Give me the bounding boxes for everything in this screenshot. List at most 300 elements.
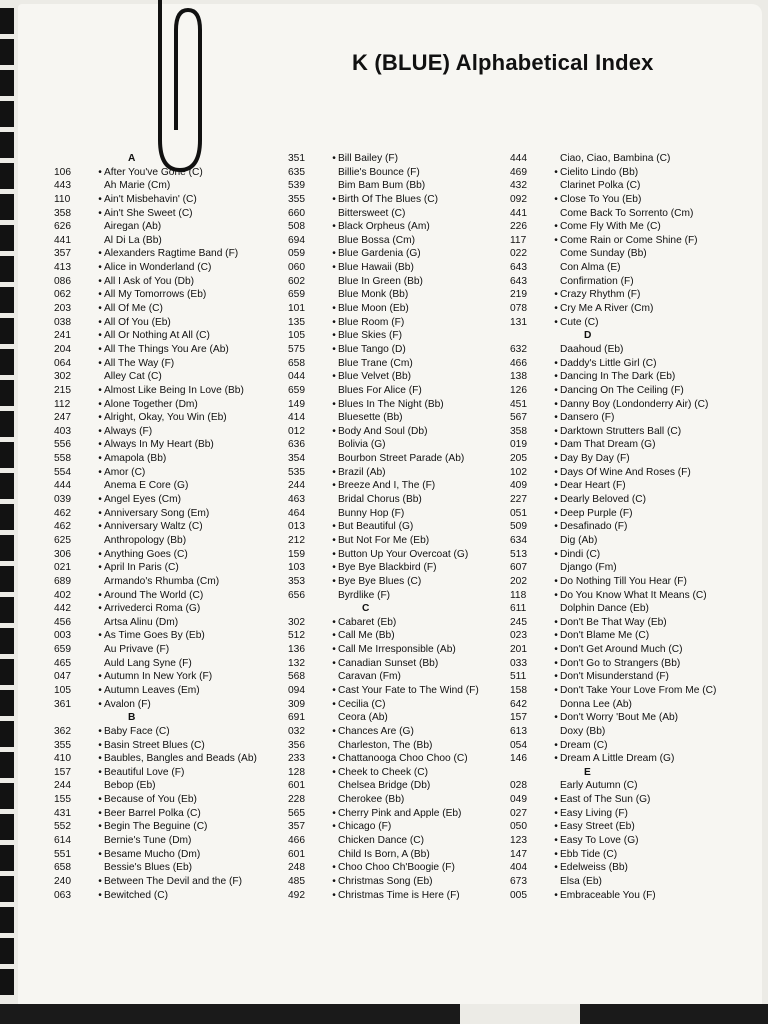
page-number: 659 (288, 384, 305, 396)
bullet-spacer (96, 861, 104, 875)
bullet-spacer (96, 234, 104, 248)
binding-ring (0, 8, 14, 34)
song-title: Basin Street Blues (C) (104, 739, 205, 751)
page-number: 032 (288, 725, 305, 737)
index-entry (54, 411, 257, 425)
bullet-icon: • (98, 398, 102, 410)
bullet-icon: • (98, 698, 102, 710)
index-entry (510, 807, 716, 821)
page-number: 059 (288, 248, 305, 260)
bullet-icon: • (554, 739, 558, 751)
song-title: Con Alma (E) (560, 262, 621, 274)
bullet-spacer (330, 275, 338, 289)
binding-ring (0, 628, 14, 654)
index-entry (54, 875, 257, 889)
page-number: 201 (510, 644, 527, 656)
index-entry (54, 752, 257, 766)
index-entry (510, 493, 716, 507)
page-number: 123 (510, 835, 527, 847)
index-entry (54, 357, 257, 371)
song-title: Blue Bossa (Cm) (338, 234, 415, 246)
page-number: 063 (54, 889, 71, 901)
song-title: Blue Room (F) (338, 316, 405, 328)
bullet-spacer (552, 179, 560, 193)
song-title: All Or Nothing At All (C) (104, 330, 210, 342)
bullet-icon: • (98, 507, 102, 519)
song-title: Ain't She Sweet (C) (104, 207, 193, 219)
song-title: Blue Skies (F) (338, 330, 402, 342)
index-entry (510, 657, 716, 671)
bullet-icon: • (98, 425, 102, 437)
index-entry (54, 166, 257, 180)
page-number: 568 (288, 671, 305, 683)
bullet-spacer (552, 275, 560, 289)
binding-ring (0, 256, 14, 282)
song-title: Daahoud (Eb) (560, 343, 624, 355)
bullet-spacer (330, 438, 338, 452)
bullet-icon: • (332, 425, 336, 437)
bullet-icon: • (554, 616, 558, 628)
bullet-spacer (330, 357, 338, 371)
binding-ring (0, 70, 14, 96)
index-entry (288, 561, 479, 575)
bullet-icon: • (332, 766, 336, 778)
binding-ring (0, 504, 14, 530)
bullet-icon: • (332, 630, 336, 642)
index-entry (510, 220, 716, 234)
index-entry (510, 589, 716, 603)
bullet-spacer (552, 725, 560, 739)
page-number: 103 (288, 562, 305, 574)
page-number: 462 (54, 521, 71, 533)
binding-ring (0, 349, 14, 375)
page-number: 659 (288, 289, 305, 301)
index-entry (54, 275, 257, 289)
bullet-icon: • (98, 357, 102, 369)
bullet-icon: • (554, 521, 558, 533)
index-entry (288, 834, 479, 848)
page-number: 492 (288, 889, 305, 901)
index-entry (510, 684, 716, 698)
song-title: Blue Moon (Eb) (338, 303, 409, 315)
bullet-icon: • (554, 712, 558, 724)
page-number: 643 (510, 275, 527, 287)
song-title: Alone Together (Dm) (104, 398, 198, 410)
page-number: 005 (510, 889, 527, 901)
page-number: 118 (510, 589, 527, 601)
bullet-icon: • (98, 166, 102, 178)
bullet-icon: • (98, 821, 102, 833)
page-number: 003 (54, 630, 71, 642)
page-number: 626 (54, 221, 71, 233)
page-number: 635 (288, 166, 305, 178)
song-title: Early Autumn (C) (560, 780, 638, 792)
song-title: Charleston, The (Bb) (338, 739, 433, 751)
song-title: Between The Devil and the (F) (104, 875, 242, 887)
bullet-spacer (330, 384, 338, 398)
index-entry (510, 234, 716, 248)
bullet-spacer (330, 493, 338, 507)
index-entry (288, 438, 479, 452)
page-number: 105 (54, 684, 71, 696)
bullet-icon: • (554, 453, 558, 465)
section-letter-label: E (584, 766, 591, 778)
bullet-spacer (552, 207, 560, 221)
bullet-spacer (330, 670, 338, 684)
bullet-icon: • (554, 289, 558, 301)
song-title: Alexanders Ragtime Band (F) (104, 248, 239, 260)
page-number: 244 (54, 780, 71, 792)
bullet-icon: • (98, 848, 102, 860)
song-title: Doxy (Bb) (560, 725, 606, 737)
page-number: 694 (288, 234, 305, 246)
index-entry (288, 357, 479, 371)
page-number: 456 (54, 616, 71, 628)
page-number: 021 (54, 562, 71, 574)
index-entry (510, 398, 716, 412)
song-title: Close To You (Eb) (560, 193, 642, 205)
song-title: Don't Take Your Love From Me (C) (560, 684, 717, 696)
bullet-icon: • (332, 889, 336, 901)
bullet-spacer (96, 370, 104, 384)
index-entry (54, 534, 257, 548)
index-entry (54, 684, 257, 698)
page-number: 158 (510, 684, 527, 696)
index-entry (288, 343, 479, 357)
page-number: 402 (54, 589, 71, 601)
song-title: All The Things You Are (Ab) (104, 343, 229, 355)
index-entry (54, 548, 257, 562)
song-title: Desafinado (F) (560, 521, 628, 533)
song-title: Bewitched (C) (104, 889, 168, 901)
index-entry (288, 452, 479, 466)
song-title: Blue In Green (Bb) (338, 275, 423, 287)
binding-ring (0, 380, 14, 406)
song-title: Amor (C) (104, 466, 146, 478)
bullet-icon: • (332, 221, 336, 233)
page-number: 607 (510, 562, 527, 574)
page-number: 112 (54, 398, 71, 410)
bullet-icon: • (98, 262, 102, 274)
index-entry (510, 575, 716, 589)
bullet-icon: • (332, 521, 336, 533)
bullet-icon: • (98, 630, 102, 642)
index-entry (288, 725, 479, 739)
bullet-icon: • (554, 807, 558, 819)
index-entry (510, 438, 716, 452)
page-number: 355 (288, 193, 305, 205)
page-number: 132 (288, 657, 305, 669)
bullet-icon: • (554, 398, 558, 410)
bullet-icon: • (554, 753, 558, 765)
song-title: Cheek to Cheek (C) (338, 766, 429, 778)
song-title: Cielito Lindo (Bb) (560, 166, 639, 178)
bullet-icon: • (332, 698, 336, 710)
page-number: 444 (510, 153, 527, 164)
index-entry (510, 507, 716, 521)
bullet-icon: • (98, 807, 102, 819)
page-number: 656 (288, 589, 305, 601)
bullet-icon: • (98, 889, 102, 901)
song-title: Amapola (Bb) (104, 453, 167, 465)
song-title: Brazil (Ab) (338, 466, 386, 478)
song-title: Bye Bye Blackbird (F) (338, 562, 437, 574)
song-title: Bourbon Street Parade (Ab) (338, 453, 465, 465)
song-title: Bolivia (G) (338, 439, 386, 451)
song-title: Clarinet Polka (C) (560, 180, 641, 192)
index-entry (288, 861, 479, 875)
song-title: Always (F) (104, 425, 153, 437)
page-number: 233 (288, 753, 305, 765)
bullet-spacer (552, 602, 560, 616)
binding-ring (0, 194, 14, 220)
song-title: Christmas Time is Here (F) (338, 889, 460, 901)
song-title: All Of You (Eb) (104, 316, 171, 328)
index-entry (54, 179, 257, 193)
bullet-spacer (330, 179, 338, 193)
index-entry (510, 479, 716, 493)
song-title: Ah Marie (Cm) (104, 180, 171, 192)
bullet-icon: • (98, 603, 102, 615)
bullet-icon: • (554, 480, 558, 492)
page-number: 155 (54, 794, 71, 806)
bullet-icon: • (332, 193, 336, 205)
song-title: Always In My Heart (Bb) (104, 439, 214, 451)
index-entry (510, 643, 716, 657)
index-entry (510, 179, 716, 193)
index-entry (54, 384, 257, 398)
song-title: Chicken Dance (C) (338, 835, 425, 847)
bullet-icon: • (332, 343, 336, 355)
bullet-icon: • (98, 275, 102, 287)
index-entry (510, 288, 716, 302)
bullet-spacer (330, 848, 338, 862)
binding-ring (0, 690, 14, 716)
page-number: 358 (510, 425, 527, 437)
song-title: Dansero (F) (560, 412, 615, 424)
song-title: Don't Misunderstand (F) (560, 671, 669, 683)
bullet-icon: • (554, 371, 558, 383)
index-entry (54, 507, 257, 521)
index-entry (54, 466, 257, 480)
binding-ring (0, 163, 14, 189)
bullet-icon: • (554, 166, 558, 178)
page-number: 110 (54, 193, 71, 205)
song-title: Ebb Tide (C) (560, 848, 618, 860)
section-letter (510, 766, 716, 780)
song-title: Chattanooga Choo Choo (C) (338, 753, 468, 765)
bullet-icon: • (98, 753, 102, 765)
index-entry (288, 657, 479, 671)
song-title: Child Is Born, A (Bb) (338, 848, 430, 860)
bullet-spacer (330, 779, 338, 793)
song-title: Bim Bam Bum (Bb) (338, 180, 426, 192)
song-title: Embraceable You (F) (560, 889, 656, 901)
index-entry (288, 520, 479, 534)
page-number: 202 (510, 575, 527, 587)
index-entry (54, 479, 257, 493)
song-title: Blues For Alice (F) (338, 384, 422, 396)
binding-ring (0, 442, 14, 468)
song-title: Canadian Sunset (Bb) (338, 657, 439, 669)
index-entry (54, 452, 257, 466)
index-entry (510, 343, 716, 357)
binding-ring (0, 535, 14, 561)
bullet-icon: • (98, 193, 102, 205)
index-entry (510, 820, 716, 834)
song-title: Do Nothing Till You Hear (F) (560, 575, 687, 587)
binding-ring (0, 752, 14, 778)
song-title: Baubles, Bangles and Beads (Ab) (104, 753, 257, 765)
song-title: Come Fly With Me (C) (560, 221, 661, 233)
song-title: Anniversary Song (Em) (104, 507, 210, 519)
song-title: Beer Barrel Polka (C) (104, 807, 201, 819)
bullet-icon: • (554, 425, 558, 437)
bullet-icon: • (98, 794, 102, 806)
binding-ring (0, 597, 14, 623)
index-entry (288, 807, 479, 821)
page-number: 149 (288, 398, 305, 410)
bullet-icon: • (332, 644, 336, 656)
index-entry (288, 275, 479, 289)
index-entry (288, 670, 479, 684)
bullet-icon: • (332, 371, 336, 383)
bullet-icon: • (98, 412, 102, 424)
index-entry (288, 793, 479, 807)
song-title: Darktown Strutters Ball (C) (560, 425, 682, 437)
song-title: Choo Choo Ch'Boogie (F) (338, 862, 455, 874)
song-title: Crazy Rhythm (F) (560, 289, 641, 301)
index-entry (54, 629, 257, 643)
page-number: 463 (288, 494, 305, 506)
song-title: Chicago (F) (338, 821, 392, 833)
binding-ring (0, 969, 14, 995)
page-number: 601 (288, 780, 305, 792)
bullet-icon: • (98, 439, 102, 451)
page-number: 441 (54, 234, 71, 246)
index-entry (288, 575, 479, 589)
song-title: Around The World (C) (104, 589, 204, 601)
page-number: 128 (288, 766, 305, 778)
index-entry (54, 698, 257, 712)
bullet-icon: • (332, 862, 336, 874)
index-entry (54, 438, 257, 452)
page-number: 441 (510, 207, 527, 219)
page-number: 039 (54, 494, 71, 506)
page-number: 565 (288, 807, 305, 819)
song-title: Bluesette (Bb) (338, 412, 403, 424)
song-title: Billie's Bounce (F) (338, 166, 420, 178)
page-number: 019 (510, 439, 527, 451)
page-number: 227 (510, 494, 527, 506)
song-title: April In Paris (C) (104, 562, 179, 574)
page-number: 044 (288, 371, 305, 383)
page-number: 552 (54, 821, 71, 833)
bullet-icon: • (554, 848, 558, 860)
index-entry (54, 820, 257, 834)
song-title: Armando's Rhumba (Cm) (104, 575, 220, 587)
index-entry (54, 834, 257, 848)
page-number: 442 (54, 603, 71, 615)
index-entry (288, 152, 479, 166)
page-number: 126 (510, 384, 527, 396)
page-number: 353 (288, 575, 305, 587)
index-entry (510, 411, 716, 425)
page-number: 551 (54, 848, 71, 860)
bullet-spacer (96, 534, 104, 548)
section-letter-label: A (128, 153, 136, 164)
index-entry (54, 616, 257, 630)
bullet-icon: • (98, 521, 102, 533)
song-title: Bye Bye Blues (C) (338, 575, 422, 587)
bullet-icon: • (554, 193, 558, 205)
song-title: Blue Velvet (Bb) (338, 371, 412, 383)
bullet-spacer (552, 534, 560, 548)
index-entry (510, 384, 716, 398)
song-title: Edelweiss (Bb) (560, 862, 628, 874)
bullet-icon: • (98, 289, 102, 301)
bullet-spacer (330, 739, 338, 753)
index-entry (510, 889, 716, 903)
page-number: 512 (288, 630, 305, 642)
index-entry (510, 425, 716, 439)
page-number: 464 (288, 507, 305, 519)
bullet-icon: • (332, 303, 336, 315)
bullet-icon: • (554, 575, 558, 587)
page-number: 613 (510, 725, 527, 737)
bullet-icon: • (98, 548, 102, 560)
song-title: Ain't Misbehavin' (C) (104, 193, 197, 205)
bullet-spacer (330, 166, 338, 180)
song-title: All Of Me (C) (104, 303, 163, 315)
index-entry (510, 275, 716, 289)
index-entry (288, 889, 479, 903)
page-number: 636 (288, 439, 305, 451)
index-entry (288, 207, 479, 221)
song-title: Dear Heart (F) (560, 480, 626, 492)
page-number: 601 (288, 848, 305, 860)
page-number: 567 (510, 412, 527, 424)
song-title: Ciao, Ciao, Bambina (C) (560, 153, 671, 164)
page-number: 625 (54, 534, 71, 546)
bullet-icon: • (98, 671, 102, 683)
bullet-icon: • (332, 657, 336, 669)
bullet-icon: • (554, 589, 558, 601)
index-entry (510, 834, 716, 848)
song-title: Days Of Wine And Roses (F) (560, 466, 691, 478)
bullet-icon: • (332, 684, 336, 696)
page-number: 513 (510, 548, 527, 560)
song-title: Django (Fm) (560, 562, 617, 574)
index-entry (54, 602, 257, 616)
song-title: Day By Day (F) (560, 453, 630, 465)
section-letter-label: B (128, 712, 136, 724)
bullet-icon: • (98, 453, 102, 465)
index-entry (510, 166, 716, 180)
index-entry (288, 247, 479, 261)
song-title: East of The Sun (G) (560, 794, 651, 806)
index-entry (288, 534, 479, 548)
index-entry (510, 207, 716, 221)
index-entry (510, 670, 716, 684)
index-entry (54, 220, 257, 234)
bullet-icon: • (554, 439, 558, 451)
page-number: 611 (510, 603, 527, 615)
page-number: 354 (288, 453, 305, 465)
bullet-spacer (552, 343, 560, 357)
bottom-edge (0, 1004, 768, 1024)
bullet-icon: • (332, 875, 336, 887)
